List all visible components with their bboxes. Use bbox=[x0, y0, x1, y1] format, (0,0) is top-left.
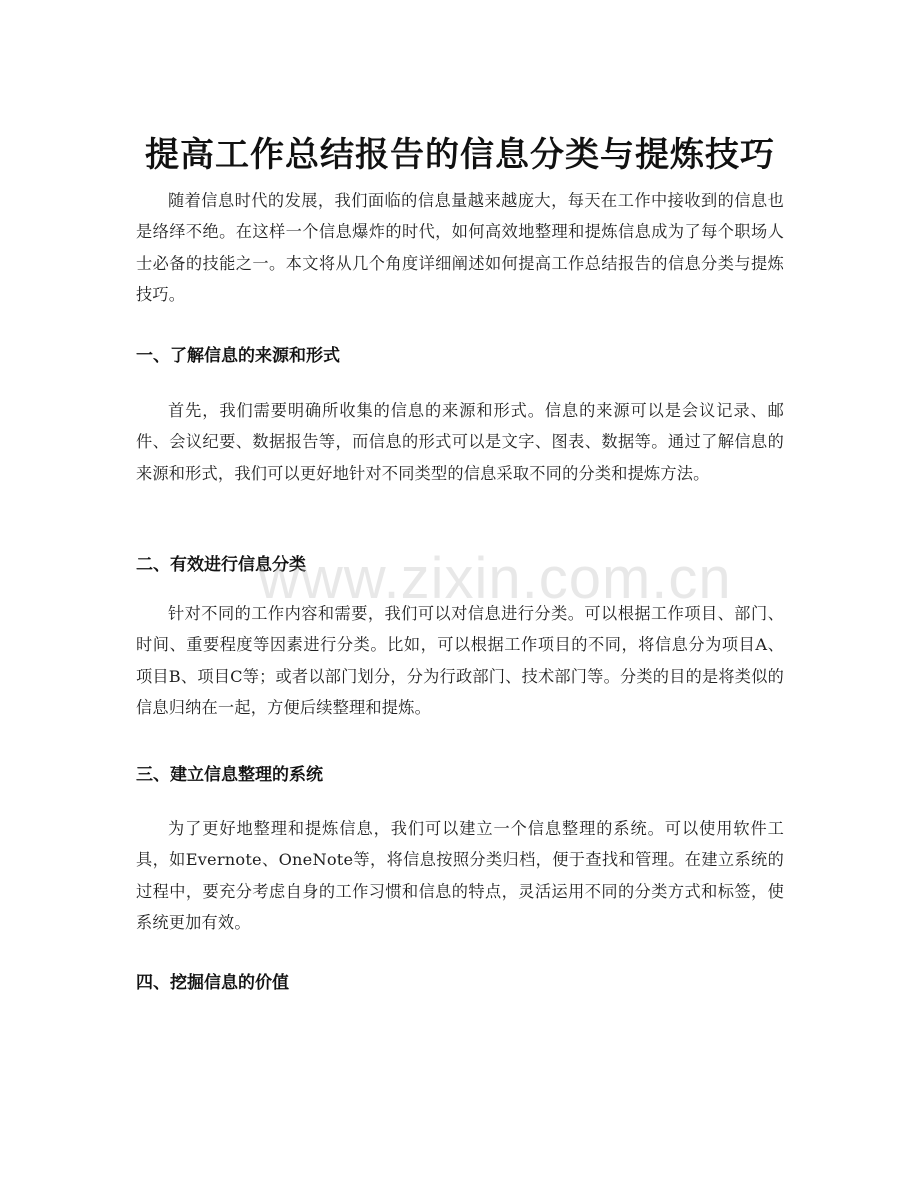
document-title: 提高工作总结报告的信息分类与提炼技巧 bbox=[145, 134, 775, 175]
section-heading-2: 二、有效进行信息分类 bbox=[136, 555, 306, 575]
section-heading-4: 四、挖掘信息的价值 bbox=[136, 973, 289, 993]
intro-paragraph: 随着信息时代的发展，我们面临的信息量越来越庞大，每天在工作中接收到的信息也是络绎不绝。在这样一个信息爆炸的时代，如何高效地整理和提炼信息成为了每个职场人士必备的技能之一。本文将从几个角度详细阐述如何提高工作总结报告的信息分类与提炼技巧。 bbox=[136, 191, 784, 304]
section-body-2: 针对不同的工作内容和需要，我们可以对信息进行分类。可以根据工作项目、部门、时间、重要程度等因素进行分类。比如，可以根据工作项目的不同，将信息分为项目A、项目B、项目C等；或者以部门划分，分为行政部门、技术部门等。分类的目的是将类似的信息归纳在一起，方便后续整理和提炼。 bbox=[136, 604, 784, 717]
section-body-3: 为了更好地整理和提炼信息，我们可以建立一个信息整理的系统。可以使用软件工具，如Evernote、OneNote等，将信息按照分类归档，便于查找和管理。在建立系统的过程中，要充分考虑自身的工作习惯和信息的特点，灵活运用不同的分类方式和标签，使系统更加有效。 bbox=[136, 819, 784, 932]
section-heading-3: 三、建立信息整理的系统 bbox=[136, 765, 323, 785]
section-body-1: 首先，我们需要明确所收集的信息的来源和形式。信息的来源可以是会议记录、邮件、会议纪要、数据报告等，而信息的形式可以是文字、图表、数据等。通过了解信息的来源和形式，我们可以更好地针对不同类型的信息采取不同的分类和提炼方法。 bbox=[136, 401, 784, 483]
section-heading-1: 一、了解信息的来源和形式 bbox=[136, 346, 340, 366]
watermark-text: www.zixin.com.cn bbox=[258, 546, 732, 611]
